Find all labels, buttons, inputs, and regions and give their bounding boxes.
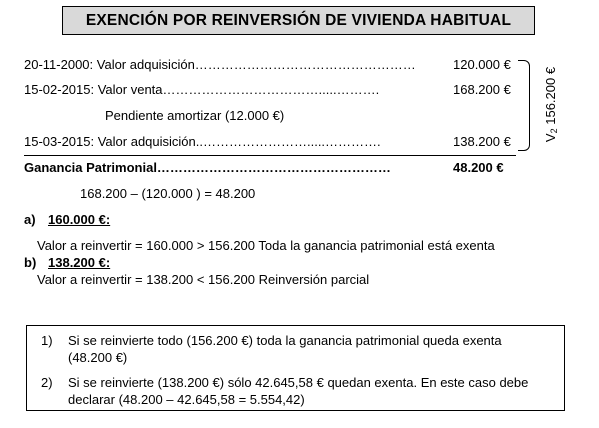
side-value-label — [538, 54, 568, 154]
notes-box — [26, 325, 565, 411]
note-text: Si se reinvierte todo (156.200 €) toda la ganancia patrimonial queda exenta (48.200 €) — [68, 333, 502, 365]
page-title: EXENCIÓN POR REINVERSIÓN DE VIVIENDA HABITUAL — [85, 11, 512, 29]
case-b-text: Valor a reinvertir = 138.200 < 156.200 Reinversión parcial — [37, 272, 370, 287]
note-item — [41, 374, 561, 410]
side-subscript: 2 — [549, 127, 560, 133]
case-a-text: Valor a reinvertir = 160.000 > 156.200 Toda la ganancia patrimonial está exenta — [37, 238, 495, 253]
side-value: 156.200 € — [543, 66, 559, 125]
side-prefix: V — [543, 132, 559, 142]
total-divider — [24, 155, 516, 156]
entry-reinvestment-amount: 138.200 € — [453, 134, 511, 149]
entry-purchase-label: 20-11-2000: Valor adquisición…………………………………………… — [24, 57, 416, 72]
case-a-letter: a) — [24, 212, 36, 227]
entry-sale-label: 15-02-2015: Valor venta……………………………….....………. — [24, 82, 380, 97]
entry-sale-amount: 168.200 € — [453, 82, 511, 97]
note-item — [41, 332, 561, 368]
gain-amount: 48.200 € — [453, 160, 504, 175]
case-b-heading: 138.200 €: — [48, 255, 111, 270]
case-a-heading: 160.000 €: — [48, 212, 111, 227]
entry-pending-amortization: Pendiente amortizar (12.000 €) — [105, 108, 285, 123]
gain-label: Ganancia Patrimonial……………………………………………… — [24, 160, 391, 175]
note-text: Si se reinvierte (138.200 €) sólo 42.645,58 € quedan exenta. En este caso debe declarar (48.200 – 42.645,58 = 5.554,42) — [68, 375, 529, 407]
title-box — [62, 6, 535, 35]
gain-calculation: 168.200 – (120.000 ) = 48.200 — [80, 186, 256, 201]
entry-purchase-amount: 120.000 € — [453, 57, 511, 72]
note-number: 1) — [41, 333, 53, 348]
right-brace — [518, 60, 530, 151]
case-b-letter: b) — [24, 255, 37, 270]
note-number: 2) — [41, 375, 53, 390]
entry-reinvestment-label: 15-03-2015: Valor adquisición..…………………….....…………. — [24, 134, 381, 149]
